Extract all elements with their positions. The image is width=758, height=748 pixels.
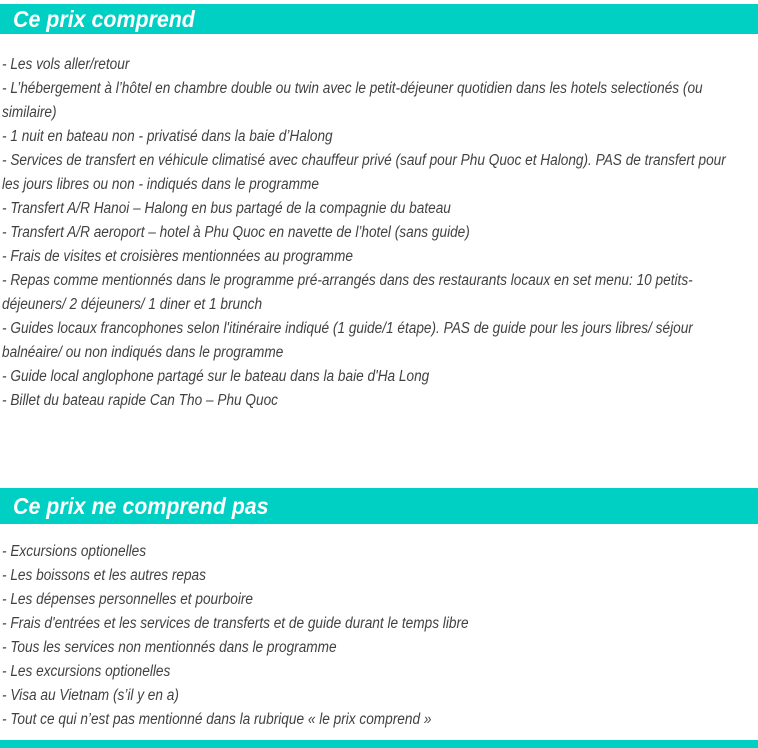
list-line: - Services de transfert en véhicule climatisé avec chauffeur privé (sauf pour Phu Quoc et Halong). PAS de transfert pour	[2, 152, 726, 169]
list-line: - Tout ce qui n’est pas mentionné dans la rubrique « le prix comprend »	[2, 711, 432, 728]
list-line: balnéaire/ ou non indiqués dans le programme	[2, 344, 284, 361]
list-line: - Guide local anglophone partagé sur le bateau dans la baie d'Ha Long	[2, 368, 430, 385]
list-line: - Guides locaux francophones selon l'itinéraire indiqué (1 guide/1 étape). PAS de guide pour les jours libres/ séjour	[2, 320, 693, 337]
list-line: - Billet du bateau rapide Can Tho – Phu Quoc	[2, 392, 279, 409]
section-title-price-included: Ce prix comprend	[13, 5, 195, 32]
section-title-price-not-included: Ce prix ne comprend pas	[13, 492, 269, 519]
section-header-price-not-included	[0, 488, 758, 524]
next-section-bar-cutoff	[0, 740, 758, 748]
list-line: - Excursions optionelles	[2, 543, 147, 560]
list-line: - Transfert A/R Hanoi – Halong en bus partagé de la compagnie du bateau	[2, 200, 451, 217]
list-line: - Les excursions optionelles	[2, 663, 171, 680]
list-line: - Les vols aller/retour	[2, 56, 130, 73]
list-line: - Visa au Vietnam (s’il y en a)	[2, 687, 179, 704]
list-line: déjeuners/ 2 déjeuners/ 1 diner et 1 brunch	[2, 296, 263, 313]
section-header-price-included	[0, 4, 758, 34]
list-line: - Les dépenses personnelles et pourboire	[2, 591, 253, 608]
list-line: - Tous les services non mentionnés dans le programme	[2, 639, 337, 656]
price-not-included-list	[2, 540, 758, 732]
list-line: - Les boissons et les autres repas	[2, 567, 206, 584]
list-line: - Frais d'entrées et les services de transferts et de guide durant le temps libre	[2, 615, 469, 632]
list-line: - 1 nuit en bateau non - privatisé dans la baie d’Halong	[2, 128, 333, 145]
list-line: - L’hébergement à l’hôtel en chambre double ou twin avec le petit-déjeuner quotidien dans les hotels selectionés (ou	[2, 80, 703, 97]
list-line: les jours libres ou non - indiqués dans le programme	[2, 176, 319, 193]
list-line: - Transfert A/R aeroport – hotel à Phu Quoc en navette de l’hotel (sans guide)	[2, 224, 470, 241]
list-line: - Repas comme mentionnés dans le programme pré-arrangés dans des restaurants locaux en set menu: 10 petits-	[2, 272, 693, 289]
list-line: similaire)	[2, 104, 57, 121]
list-line: - Frais de visites et croisières mentionnées au programme	[2, 248, 353, 265]
price-included-list	[2, 53, 758, 413]
